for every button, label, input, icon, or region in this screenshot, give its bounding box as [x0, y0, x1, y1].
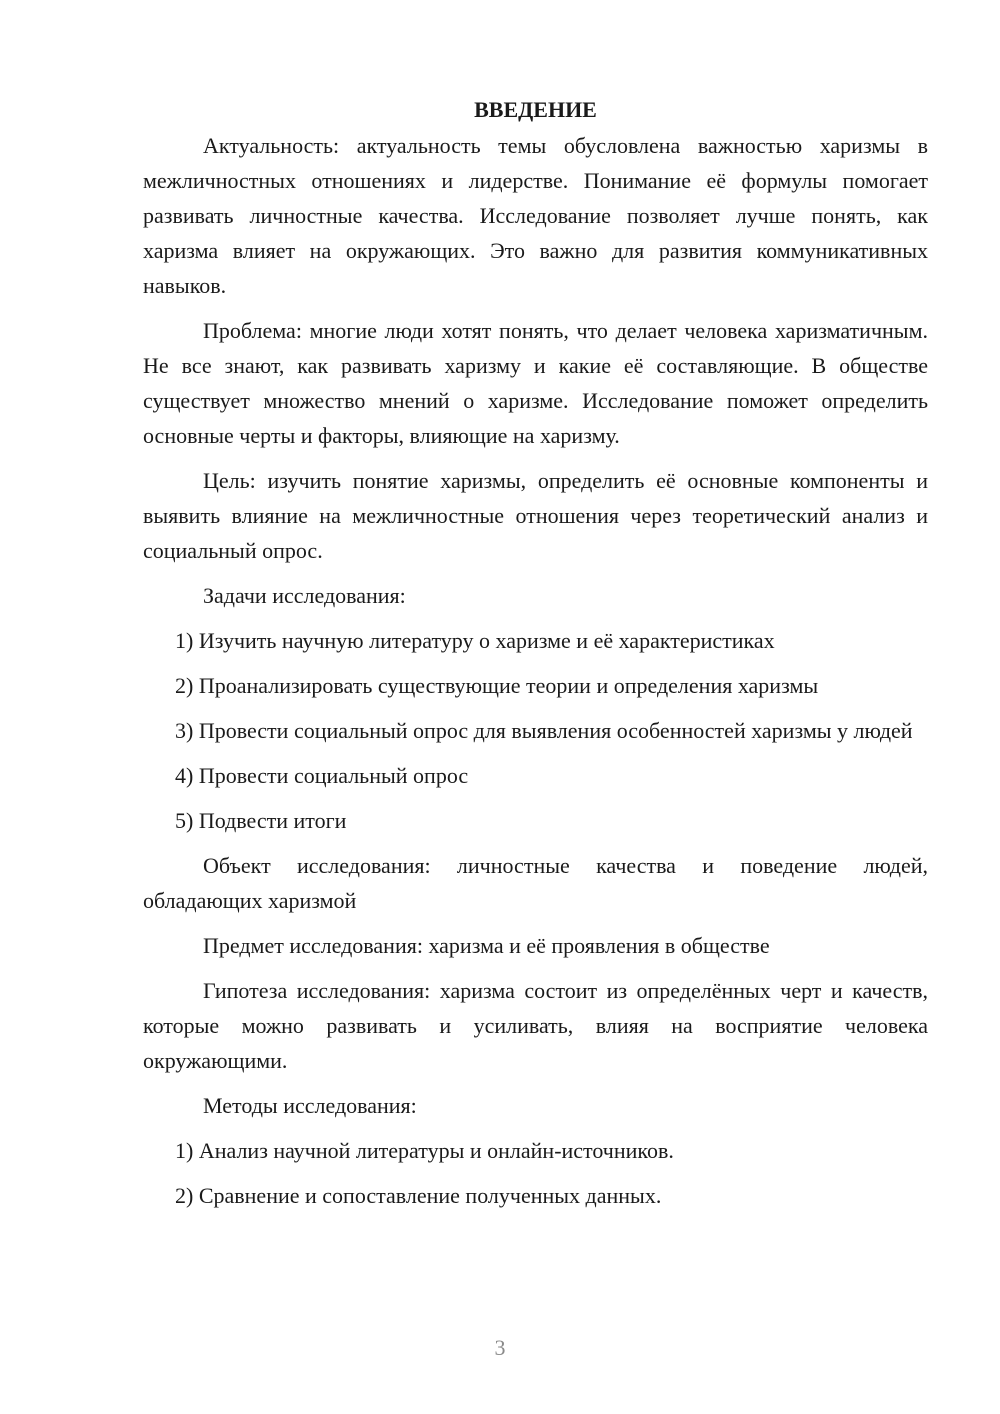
hypothesis-paragraph: Гипотеза исследования: харизма состоит из определённых черт и качеств, которые можно развивать и усиливать, влияя на восприятие человека окружающими. [143, 978, 928, 1073]
method-item: 2) Сравнение и сопоставление полученных данных. [175, 1183, 662, 1208]
object-paragraph: Объект исследования: личностные качества и поведение людей, обладающих харизмой [143, 853, 928, 913]
task-item: 3) Провести социальный опрос для выявления особенностей харизмы у людей [175, 718, 913, 743]
methods-title: Методы исследования: [203, 1093, 417, 1118]
goal-paragraph: Цель: изучить понятие харизмы, определить её основные компоненты и выявить влияние на межличностные отношения через теоретический анализ и социальный опрос. [143, 468, 928, 563]
task-item: 2) Проанализировать существующие теории и определения харизмы [175, 673, 819, 698]
page-content [143, 92, 928, 1223]
subject-paragraph: Предмет исследования: харизма и её проявления в обществе [203, 933, 770, 958]
section-heading: ВВЕДЕНИЕ [474, 97, 597, 122]
problem-paragraph: Проблема: многие люди хотят понять, что делает человека харизматичным. Не все знают, как развивать харизму и какие её составляющие. В обществе существует множество мнений о харизме. Исследование поможет определить основные черты и факторы, влияющие на харизму. [143, 318, 928, 448]
task-item: 4) Провести социальный опрос [175, 763, 469, 788]
page-number: 3 [494, 1335, 506, 1360]
method-item: 1) Анализ научной литературы и онлайн-источников. [175, 1138, 674, 1163]
task-item: 5) Подвести итоги [175, 808, 347, 833]
tasks-title: Задачи исследования: [203, 583, 406, 608]
task-item: 1) Изучить научную литературу о харизме и её характеристиках [175, 628, 775, 653]
relevance-paragraph: Актуальность: актуальность темы обусловлена важностью харизмы в межличностных отношениях и лидерстве. Понимание её формулы помогает развивать личностные качества. Исследование позволяет лучше понять, как харизма влияет на окружающих. Это важно для развития коммуникативных навыков. [143, 133, 928, 298]
